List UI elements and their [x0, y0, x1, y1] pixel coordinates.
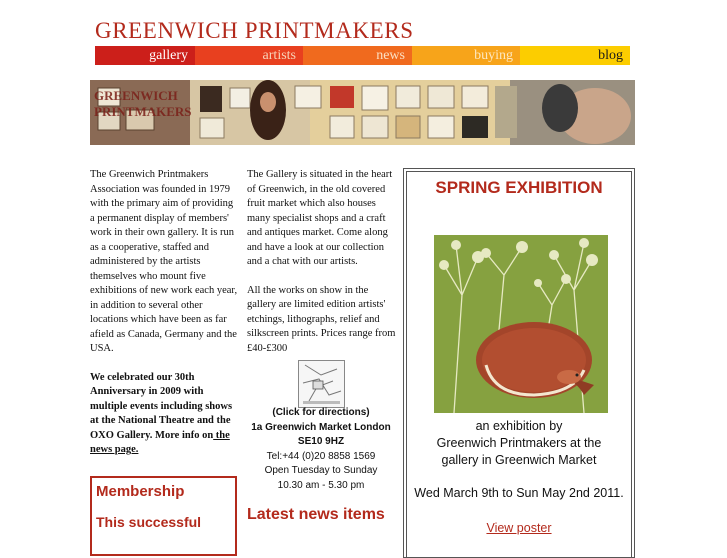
nav-news[interactable]: news [303, 46, 412, 65]
gallery-info-column [247, 168, 397, 370]
membership-text: This successful [96, 514, 202, 530]
banner-logo-line1: GREENWICH [94, 88, 178, 103]
exhibition-line2: Greenwich Printmakers at the [436, 436, 602, 450]
header-banner-image [90, 80, 635, 145]
site-logo[interactable]: GREENWICH PRINTMAKERS [95, 18, 414, 43]
anniversary-text: We celebrated our 30th Anniversary in 2009 with multiple events including shows at the National Theatre and the OXO Gallery. More info on [90, 371, 233, 441]
intro-paragraph: The Greenwich Printmakers Association was founded in 1979 with the primary aim of providing a permanent display of members' work in their own gallery. It is run as a cooperative, staffed and administered by the artists themselves who mount five exhibitions of new work each year, in addition to several other locations which have been as far afield as Canada, Germany and the USA. [90, 169, 238, 354]
exhibition-line3: gallery in Greenwich Market [441, 453, 597, 467]
directions-map-thumbnail[interactable] [298, 360, 345, 408]
nav-artists[interactable]: artists [195, 46, 303, 65]
exhibition-dates: Wed March 9th to Sun May 2nd 2011. [414, 486, 624, 500]
map-caption[interactable]: (Click for directions) [272, 407, 370, 418]
exhibition-fox-print-image [434, 235, 608, 413]
telephone: Tel:+44 (0)20 8858 1569 [266, 450, 376, 462]
main-nav [95, 46, 630, 65]
opening-days: Open Tuesday to Sunday [264, 465, 378, 476]
contact-block [246, 406, 396, 493]
exhibition-title: SPRING EXHIBITION [435, 178, 603, 197]
exhibition-panel [403, 168, 635, 558]
nav-buying[interactable]: buying [412, 46, 520, 65]
exhibition-line1: an exhibition by [475, 419, 563, 433]
view-poster-link[interactable]: View poster [486, 521, 552, 535]
intro-column [90, 168, 240, 472]
nav-blog[interactable]: blog [520, 46, 630, 65]
exhibition-panel-inner [406, 171, 632, 557]
banner-logo-text [94, 88, 192, 120]
exhibition-description [407, 418, 631, 469]
latest-news-heading: Latest news items [247, 506, 385, 523]
banner-logo-line2: PRINTMAKERS [94, 104, 192, 119]
address-line1: 1a Greenwich Market London [251, 421, 391, 433]
gallery-location-paragraph: The Gallery is situated in the heart of Greenwich, in the old covered fruit market which also houses many specialist shops and a craft and antiques market. Come along and have a look at our collection and a chat with our artists. [247, 169, 393, 267]
nav-gallery[interactable]: gallery [95, 46, 195, 65]
gallery-prints-paragraph: All the works on show in the gallery are limited edition artists' etchings, lithographs, relief and silkscreen prints. Prices range from £40-£300 [247, 284, 396, 354]
news-page-link[interactable]: the news page. [90, 429, 230, 455]
membership-heading: Membership [96, 483, 185, 500]
membership-box [90, 476, 237, 556]
address-line2: SE10 9HZ [297, 436, 345, 447]
anniversary-paragraph [90, 371, 240, 458]
opening-hours: 10.30 am - 5.30 pm [277, 479, 365, 491]
